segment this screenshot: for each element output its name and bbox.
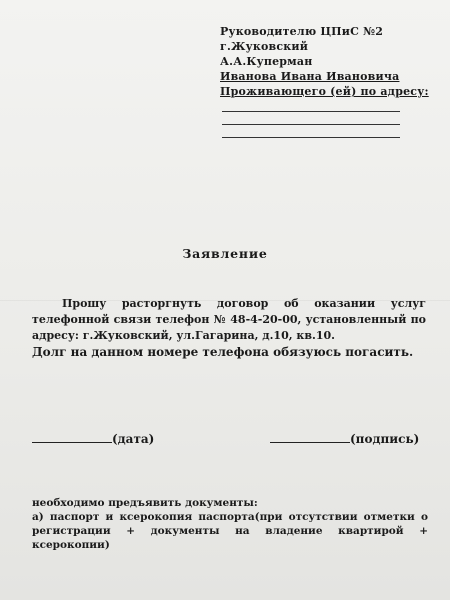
date-field — [32, 432, 154, 446]
signature-field — [270, 432, 419, 446]
application-body — [32, 296, 426, 360]
addressee-block — [220, 24, 440, 138]
required-document-item-a: а) паспорт и ксерокопия паспорта(при отсутствии отметки о регистрации + документы на владение квартирой + ксерокопии) — [32, 511, 428, 551]
document-title: Заявление — [182, 246, 268, 261]
date-blank-line — [32, 433, 112, 443]
termination-request-paragraph: Прошу расторгнуть договор об оказании услуг телефонной связи телефон № 48-4-20-00, установленный по адресу: г.Жуковский, ул.Гагарина, д.10, кв.10. — [32, 297, 426, 342]
applicant-name: Иванова Ивана Ивановича — [220, 70, 400, 83]
address-blank-line-3 — [222, 125, 400, 138]
applicant-address-label: Проживающего (ей) по адресу: — [220, 85, 429, 98]
address-blank-line-1 — [222, 99, 400, 112]
address-blank-line-2 — [222, 112, 400, 125]
addressee-city: г.Жуковский — [220, 40, 309, 53]
signature-label: (подпись) — [350, 432, 420, 446]
addressee-position: Руководителю ЦПиС №2 — [220, 25, 384, 38]
addressee-name: А.А.Куперман — [220, 55, 313, 68]
debt-obligation-paragraph: Долг на данном номере телефона обязуюсь погасить. — [32, 345, 414, 359]
signature-blank-line — [270, 433, 350, 443]
date-label: (дата) — [112, 432, 155, 446]
required-documents-heading: необходимо предъявить документы: — [32, 497, 258, 509]
required-documents — [32, 496, 428, 552]
